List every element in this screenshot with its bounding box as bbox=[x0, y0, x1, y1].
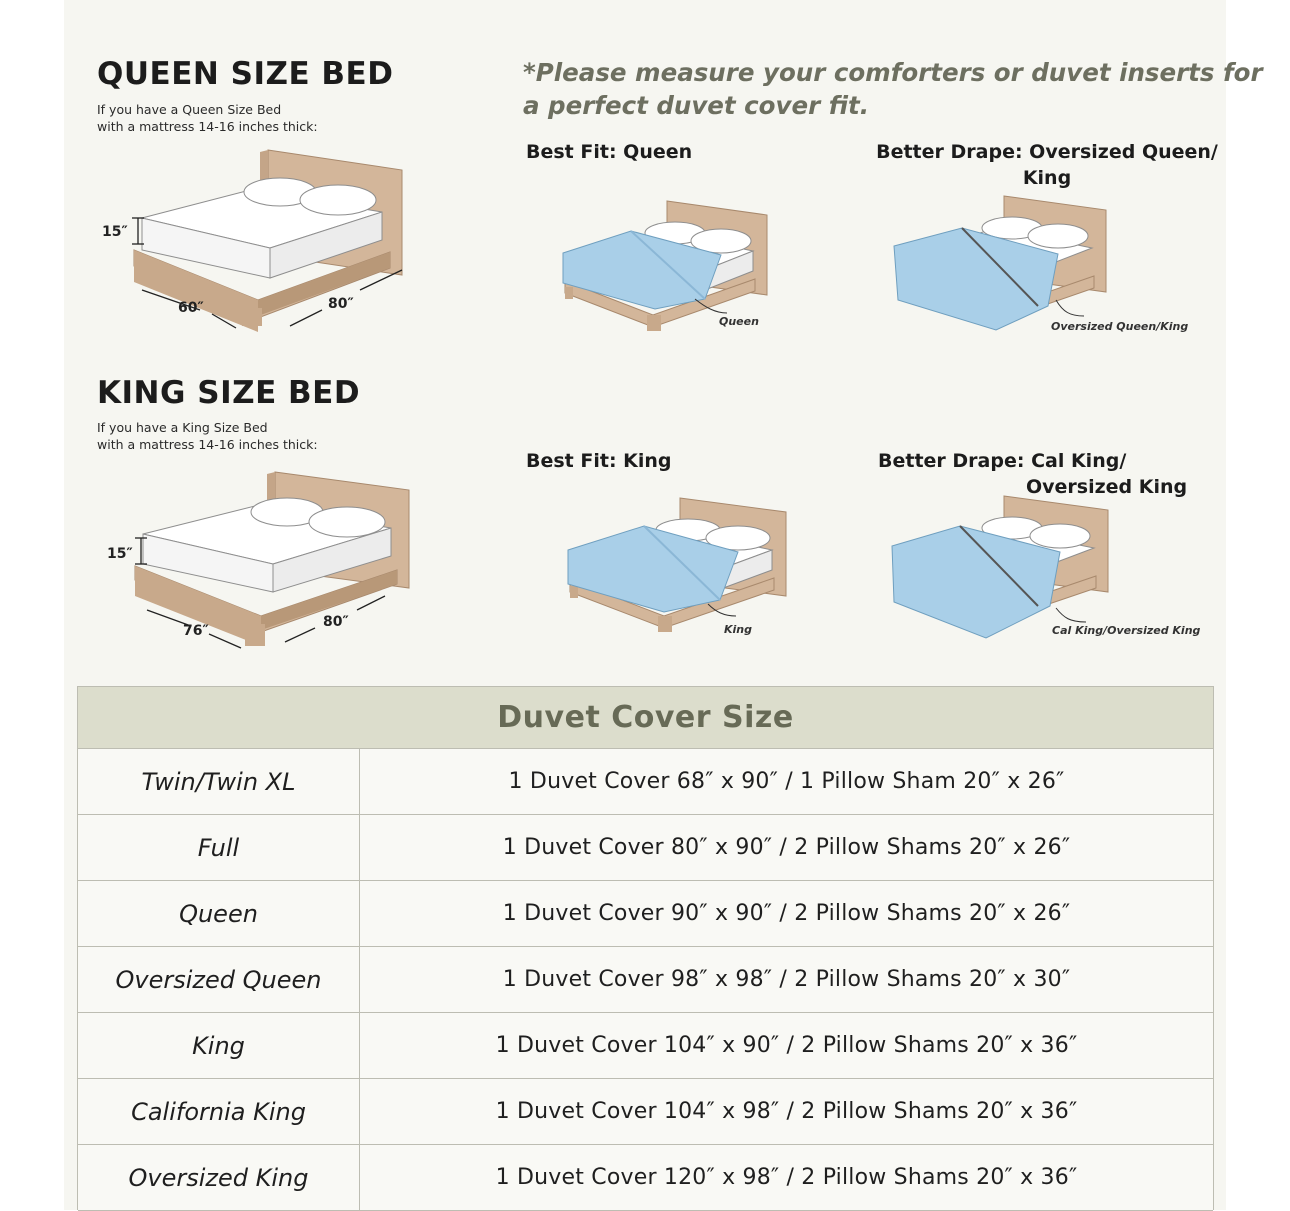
queen-section-subtitle-1: If you have a Queen Size Bed bbox=[97, 102, 282, 117]
width-label: 60″ bbox=[178, 300, 204, 316]
bed-with-duvet-icon bbox=[894, 196, 1106, 330]
size-cell: Queen bbox=[78, 881, 360, 946]
size-cell: Oversized Queen bbox=[78, 947, 360, 1012]
bed-with-duvet-icon bbox=[568, 498, 786, 632]
height-label: 15″ bbox=[102, 224, 128, 240]
size-cell: California King bbox=[78, 1079, 360, 1144]
description-cell: 1 Duvet Cover 68″ x 90″ / 1 Pillow Sham 20″ x 26″ bbox=[508, 769, 1065, 794]
description-cell: 1 Duvet Cover 120″ x 98″ / 2 Pillow Shams 20″ x 36″ bbox=[495, 1165, 1078, 1190]
table-row bbox=[78, 815, 1213, 881]
queen-best-fit-label: Best Fit: Queen bbox=[526, 141, 693, 163]
measure-note-line-1: *Please measure your comforters or duvet inserts for bbox=[523, 58, 1263, 87]
duvet-size-table bbox=[77, 686, 1214, 1210]
queen-better-drape-label bbox=[872, 139, 1222, 191]
table-row bbox=[78, 1013, 1213, 1079]
measure-note-line-2: a perfect duvet cover fit. bbox=[523, 91, 870, 120]
description-cell: 1 Duvet Cover 104″ x 90″ / 2 Pillow Shams 20″ x 36″ bbox=[495, 1033, 1078, 1058]
queen-best-fit-illustration bbox=[555, 195, 785, 340]
king-section-title: KING SIZE BED bbox=[97, 375, 361, 411]
table-header: Duvet Cover Size bbox=[78, 687, 1213, 749]
table-row bbox=[78, 749, 1213, 815]
king-section-subtitle-1: If you have a King Size Bed bbox=[97, 420, 268, 435]
description-cell: 1 Duvet Cover 90″ x 90″ / 2 Pillow Shams 20″ x 26″ bbox=[502, 901, 1071, 926]
width-label: 76″ bbox=[183, 623, 209, 639]
queen-better-drape-illustration bbox=[888, 190, 1208, 340]
table-row bbox=[78, 947, 1213, 1013]
length-label: 80″ bbox=[323, 614, 349, 630]
king-best-fit-illustration bbox=[560, 492, 800, 642]
description-cell: 1 Duvet Cover 104″ x 98″ / 2 Pillow Shams 20″ x 36″ bbox=[495, 1099, 1078, 1124]
king-best-fit-label: Best Fit: King bbox=[526, 450, 672, 472]
king-better-drape-caption: Cal King/Oversized King bbox=[1052, 624, 1201, 637]
queen-better-drape-line-2: King bbox=[1022, 167, 1072, 189]
table-row bbox=[78, 1079, 1213, 1145]
king-better-drape-label-1: Better Drape: Cal King/ bbox=[878, 450, 1127, 472]
queen-better-drape-line-1: Better Drape: Oversized Queen/ bbox=[876, 141, 1218, 163]
table-row bbox=[78, 881, 1213, 947]
king-bed-diagram bbox=[95, 460, 425, 660]
size-cell: Full bbox=[78, 815, 360, 880]
king-better-drape-illustration bbox=[886, 492, 1216, 642]
table-row bbox=[78, 1145, 1213, 1211]
height-label: 15″ bbox=[107, 546, 133, 562]
bed-with-duvet-icon bbox=[563, 201, 767, 331]
queen-section-title: QUEEN SIZE BED bbox=[97, 56, 394, 92]
king-best-fit-caption: King bbox=[724, 623, 752, 636]
king-section-subtitle-2: with a mattress 14-16 inches thick: bbox=[97, 437, 318, 452]
size-cell: Oversized King bbox=[78, 1145, 360, 1210]
queen-best-fit-caption: Queen bbox=[719, 315, 759, 328]
bed-frame-icon bbox=[134, 150, 402, 332]
description-cell: 1 Duvet Cover 80″ x 90″ / 2 Pillow Shams 20″ x 26″ bbox=[502, 835, 1071, 860]
king-better-drape-label-2: Oversized King bbox=[1026, 476, 1188, 498]
bed-with-duvet-icon bbox=[892, 496, 1108, 638]
size-cell: King bbox=[78, 1013, 360, 1078]
length-label: 80″ bbox=[328, 296, 354, 312]
queen-bed-diagram bbox=[90, 140, 420, 340]
queen-section-subtitle-2: with a mattress 14-16 inches thick: bbox=[97, 119, 318, 134]
queen-better-drape-caption: Oversized Queen/King bbox=[1051, 320, 1189, 333]
size-cell: Twin/Twin XL bbox=[78, 749, 360, 814]
description-cell: 1 Duvet Cover 98″ x 98″ / 2 Pillow Shams 20″ x 30″ bbox=[502, 967, 1071, 992]
